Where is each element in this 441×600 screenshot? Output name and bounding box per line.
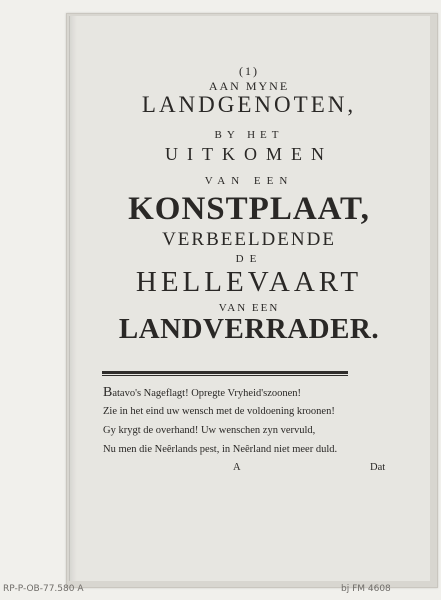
title-line-8: DE — [235, 253, 263, 265]
verse-line-2: Zie in het eind uw wensch met de voldoening kroonen! — [103, 406, 335, 417]
title-line-6: KONSTPLAAT, — [128, 191, 370, 227]
title-line-2: LANDGENOTEN, — [141, 92, 357, 117]
verse-line-1 — [103, 385, 301, 401]
inventory-pencil-note: RP-P-OB-77.580 A — [3, 584, 84, 594]
pencil-note-right: bj FM 4608 — [341, 584, 391, 594]
verse-line-4: Nu men die Neêrlands pest, in Neêrland niet meer duld. — [103, 444, 338, 455]
signature-mark: A — [233, 462, 241, 473]
verse-line-3: Gy krygt de overhand! Uw wenschen zyn vervuld, — [103, 425, 316, 436]
title-line-3: BY HET — [214, 129, 284, 141]
title-line-11: LANDVERRADER. — [118, 313, 380, 345]
page-number: (1) — [239, 64, 259, 78]
rule-thin — [102, 375, 348, 376]
title-line-1: AAN MYNE — [208, 79, 290, 93]
title-line-10: VAN EEN — [218, 302, 280, 314]
title-line-4: UITKOMEN — [165, 144, 333, 164]
title-line-9: HELLEVAART — [135, 266, 363, 298]
title-line-7: VERBEELDENDE — [162, 229, 336, 250]
title-line-5: VAN EEN — [204, 175, 294, 187]
verse-line-1-text: atavo's Nageflagt! Opregte Vryheid'szoonen! — [112, 388, 302, 399]
double-rule-divider — [102, 371, 348, 377]
rule-thick — [102, 371, 348, 374]
drop-initial: B — [103, 385, 113, 400]
catchword: Dat — [370, 462, 386, 473]
